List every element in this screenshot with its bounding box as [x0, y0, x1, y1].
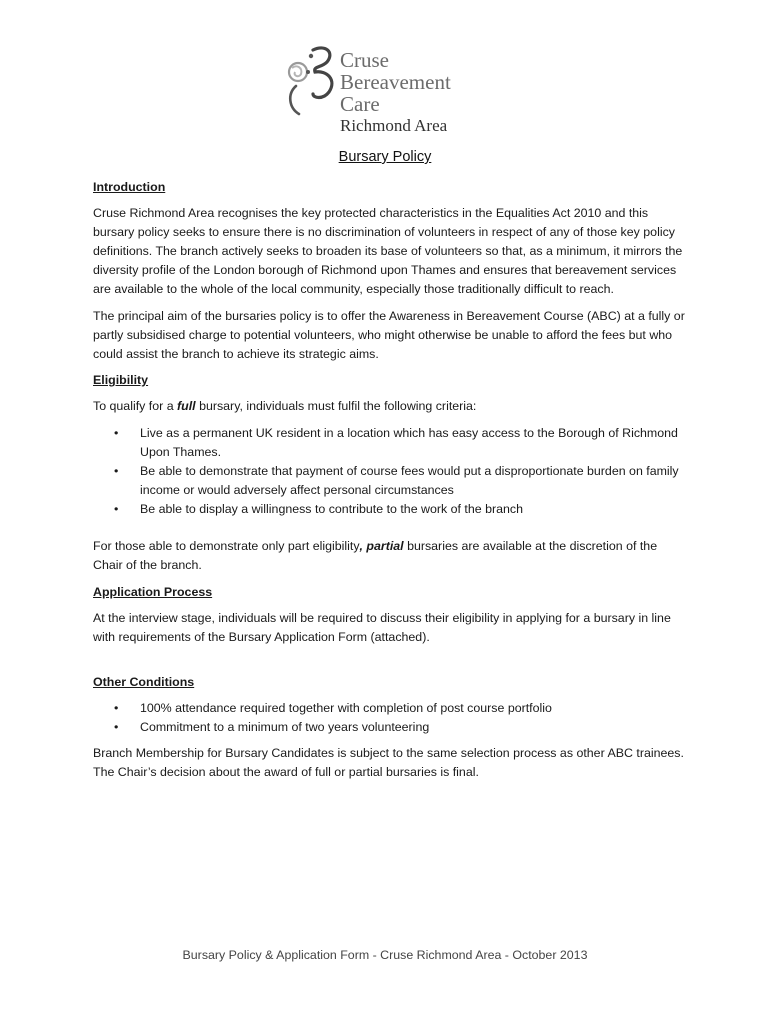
list-item: • Commitment to a minimum of two years volunteering: [93, 718, 685, 737]
cruse-swirl-logo-icon: [283, 42, 339, 122]
logo-text-care: Care: [340, 92, 380, 116]
logo-text-bereavement: Bereavement: [340, 70, 451, 94]
other-conditions-heading: Other Conditions: [93, 675, 195, 689]
eligibility-lead-text-end: bursary, individuals must fulfil the following criteria:: [195, 399, 477, 413]
application-process-heading: Application Process: [93, 585, 213, 599]
cruse-logo: [283, 40, 493, 140]
partial-emphasis: , partial: [359, 539, 404, 553]
list-item: • Be able to demonstrate that payment of course fees would put a disproportionate burden on family income or would adversely affect personal circumstances: [93, 462, 685, 500]
list-item: • Be able to display a willingness to contribute to the work of the branch: [93, 500, 685, 519]
logo-text-richmond-area: Richmond Area: [340, 116, 448, 135]
introduction-heading: Introduction: [93, 180, 166, 194]
document-body: [93, 178, 685, 782]
list-item: • 100% attendance required together with completion of post course portfolio: [93, 699, 685, 718]
partial-text: For those able to demonstrate only part eligibility: [93, 539, 360, 553]
introduction-paragraph-2: The principal aim of the bursaries policy is to offer the Awareness in Bereavement Course (ABC) at a fully or partly subsidised charge to potential volunteers, who might otherwise be unable to afford the fees but who could assist the branch to achieve its strategic aims.: [93, 309, 685, 361]
eligibility-heading: Eligibility: [93, 373, 149, 387]
logo-text-cruse: Cruse: [340, 48, 389, 72]
partial-text-end: bursaries are available at the discretion of the Chair of the branch.: [93, 539, 658, 572]
partial-bursary-paragraph: [93, 537, 685, 575]
membership-paragraph: Branch Membership for Bursary Candidates is subject to the same selection process as other ABC trainees. The Chair’s decision about the award of full or partial bursaries is final.: [93, 746, 684, 779]
eligibility-lead-emphasis: full: [177, 399, 196, 413]
eligibility-lead: [93, 397, 685, 416]
other-conditions-list: [93, 699, 685, 737]
eligibility-lead-text: To qualify for a: [93, 399, 178, 413]
page-title: Bursary Policy: [338, 149, 432, 165]
application-process-paragraph: At the interview stage, individuals will be required to discuss their eligibility in applying for a bursary in line with requirements of the Bursary Application Form (attached).: [93, 611, 671, 644]
introduction-paragraph-1: Cruse Richmond Area recognises the key protected characteristics in the Equalities Act 2010 and this bursary policy seeks to ensure there is no discrimination of volunteers in respect of any of those key policy definitions. The branch actively seeks to broaden its base of volunteers so that, as a minimum, it mirrors the diversity profile of the London borough of Richmond upon Thames and ensures that bereavement services are available to the whole of the local community, especially those traditionally difficult to reach.: [93, 206, 683, 296]
list-item: • Live as a permanent UK resident in a location which has easy access to the Borough of Richmond Upon Thames.: [93, 424, 685, 462]
page-footer: Bursary Policy & Application Form - Cruse Richmond Area - October 2013: [182, 948, 588, 962]
eligibility-criteria-list: [93, 424, 685, 519]
